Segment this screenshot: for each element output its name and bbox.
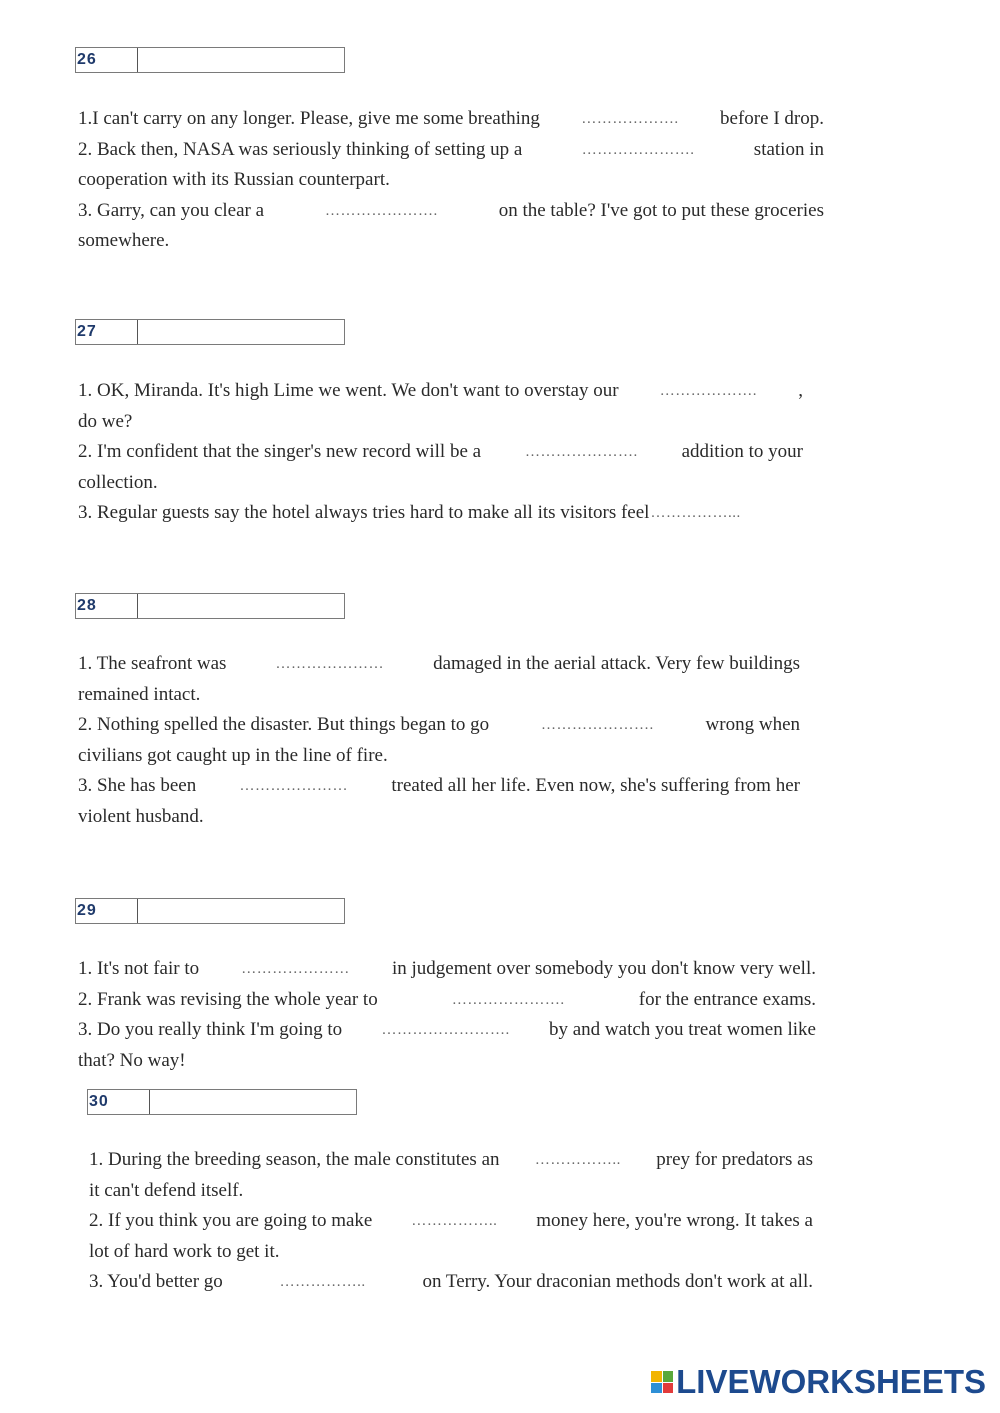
sentence-text: 3. She has been — [78, 775, 197, 796]
sentence-line — [78, 771, 800, 802]
sentence-text: wrong when — [705, 714, 800, 735]
sentence-text: before I drop. — [720, 108, 824, 129]
sentence-line — [78, 468, 803, 499]
sentence-text: 3. Do you really think I'm going to — [78, 1019, 343, 1040]
exercise-number: 28 — [76, 594, 138, 618]
blank-dots: …………….. — [534, 1152, 621, 1168]
sentence-line — [78, 498, 803, 529]
exercise-number: 30 — [88, 1090, 150, 1114]
sentence-line — [78, 802, 800, 833]
sentence-text: 3. You'd better go — [89, 1271, 223, 1292]
sentence-line — [78, 165, 824, 196]
blank-dots: ………………… — [239, 778, 349, 794]
sentence-text: violent husband. — [78, 805, 204, 827]
sentence-line — [78, 226, 824, 257]
logo-icon — [651, 1371, 673, 1393]
exercise-number: 26 — [76, 48, 138, 72]
sentence-text: for the entrance exams. — [638, 988, 816, 1010]
blank-dots: …………………. — [524, 444, 638, 460]
exercise-number: 27 — [76, 320, 138, 344]
sentence-line — [89, 1176, 813, 1207]
blank-dots: ……………………. — [381, 1022, 510, 1038]
sentence-text: somewhere. — [78, 230, 170, 251]
sentence-text: 1. OK, Miranda. It's high Lime we went. We don't want to overstay our — [78, 380, 619, 401]
blank-dots: ………………. — [581, 111, 679, 127]
sentence-line — [78, 680, 800, 711]
sentence-line — [78, 437, 803, 468]
sentence-text: collection. — [78, 471, 158, 493]
sentence-text: 2. Nothing spelled the disaster. But things began to go — [78, 714, 490, 735]
sentence-text: 1. During the breeding season, the male constitutes an — [89, 1149, 500, 1170]
answer-input[interactable] — [138, 594, 344, 618]
blank-dots: …………………. — [325, 202, 438, 219]
sentence-text: lot of hard work to get it. — [89, 1240, 280, 1262]
sentence-text: cooperation with its Russian counterpart. — [78, 169, 390, 190]
blank-dots: …………….. — [411, 1213, 498, 1229]
blank-dots: …………………. — [451, 991, 565, 1008]
sentence-text: on the table? I've got to put these groceries — [498, 199, 824, 221]
sentence-line — [78, 104, 824, 135]
answer-box — [75, 47, 345, 73]
blank-dots: …………………. — [581, 141, 695, 158]
sentence-line — [78, 985, 816, 1016]
blank-dots: ……………... — [650, 505, 741, 521]
answer-input[interactable] — [138, 48, 344, 72]
sentence-text: damaged in the aerial attack. Very few buildings — [433, 653, 800, 674]
exercise-number: 29 — [76, 899, 138, 923]
sentence-line — [78, 1015, 816, 1046]
sentence-text: by and watch you treat women like — [549, 1019, 816, 1040]
sentence-text: money here, you're wrong. It takes a — [536, 1210, 813, 1231]
sentence-text: 2. Frank was revising the whole year to — [78, 988, 378, 1010]
sentences — [78, 376, 803, 529]
sentences — [89, 1145, 813, 1298]
sentence-line — [89, 1267, 813, 1298]
sentence-line — [78, 1046, 816, 1077]
logo-text: LIVEWORKSHEETS — [676, 1363, 986, 1400]
sentence-text: addition to your — [681, 441, 803, 462]
blank-dots: …………………. — [540, 717, 654, 733]
blank-dots: ………………… — [241, 961, 350, 977]
sentence-line — [89, 1237, 813, 1268]
sentence-text: 3. Garry, can you clear a — [78, 199, 265, 221]
sentence-text: that? No way! — [78, 1049, 186, 1071]
sentence-line — [78, 196, 824, 227]
answer-input[interactable] — [150, 1090, 356, 1114]
sentence-text: 2. I'm confident that the singer's new record will be a — [78, 441, 482, 462]
sentence-line — [78, 135, 824, 166]
sentence-text: station in — [753, 138, 824, 160]
sentence-text: 2. Back then, NASA was seriously thinking of setting up a — [78, 138, 523, 160]
sentence-text: , — [798, 380, 803, 401]
sentences — [78, 954, 816, 1076]
sentence-line — [89, 1206, 813, 1237]
blank-dots: ………………… — [275, 656, 385, 672]
sentence-text: 1.I can't carry on any longer. Please, give me some breathing — [78, 108, 540, 129]
sentences — [78, 104, 824, 257]
sentence-text: in judgement over somebody you don't know very well. — [391, 958, 816, 979]
sentence-line — [78, 407, 803, 438]
blank-dots: ………………. — [659, 383, 758, 399]
sentence-text: civilians got caught up in the line of fire. — [78, 744, 388, 766]
sentences — [78, 649, 800, 832]
answer-box — [75, 593, 345, 619]
answer-box — [87, 1089, 357, 1115]
sentence-line — [78, 954, 816, 985]
liveworksheets-logo — [651, 1363, 986, 1401]
sentence-line — [78, 741, 800, 772]
answer-box — [75, 898, 345, 924]
answer-box — [75, 319, 345, 345]
sentence-text: on Terry. Your draconian methods don't work at all. — [422, 1271, 813, 1292]
blank-dots: …………….. — [279, 1274, 366, 1290]
sentence-text: it can't defend itself. — [89, 1179, 244, 1201]
sentence-line — [78, 710, 800, 741]
sentence-text: prey for predators as — [656, 1149, 813, 1170]
sentence-line — [89, 1145, 813, 1176]
sentence-line — [78, 649, 800, 680]
sentence-text: do we? — [78, 410, 133, 432]
answer-input[interactable] — [138, 320, 344, 344]
sentence-text: 2. If you think you are going to make — [89, 1210, 373, 1231]
sentence-text: remained intact. — [78, 683, 201, 705]
answer-input[interactable] — [138, 899, 344, 923]
sentence-text: 1. The seafront was — [78, 653, 227, 674]
sentence-text: treated all her life. Even now, she's suffering from her — [391, 775, 800, 796]
sentence-text: 1. It's not fair to — [78, 958, 200, 979]
sentence-line — [78, 376, 803, 407]
sentence-text: 3. Regular guests say the hotel always tries hard to make all its visitors feel — [78, 502, 650, 523]
